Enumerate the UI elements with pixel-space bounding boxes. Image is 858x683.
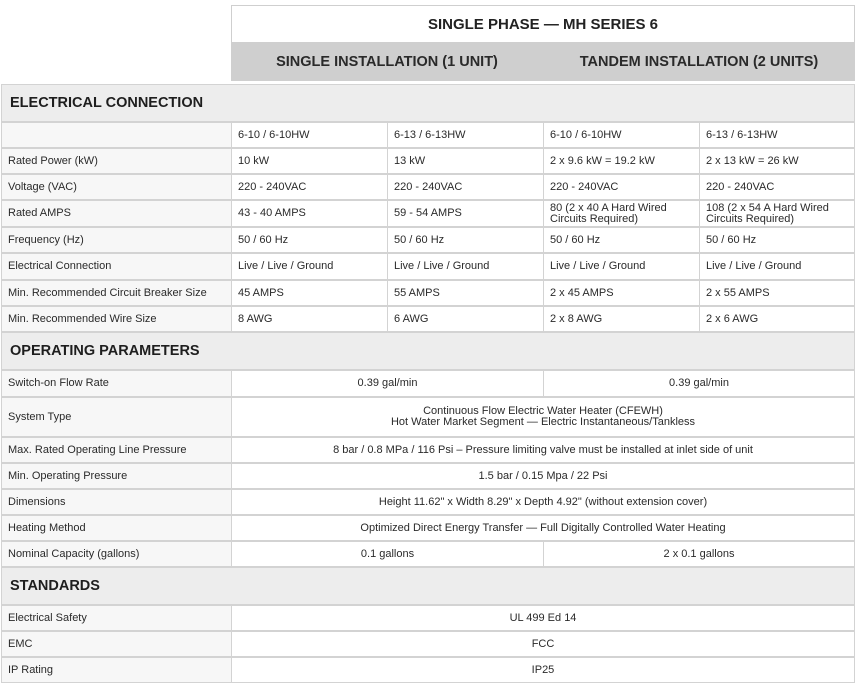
system-type-line-2: Hot Water Market Segment — Electric Instantaneous/Tankless — [390, 416, 696, 428]
table-cell: 220 - 240VAC — [699, 174, 855, 200]
system-type-line-1: Continuous Flow Electric Water Heater (CFEWH) — [423, 405, 663, 417]
row-label: Nominal Capacity (gallons) — [1, 541, 232, 567]
table-cell: 50 / 60 Hz — [699, 227, 855, 253]
row-label: IP Rating — [1, 657, 232, 683]
section-electrical-connection: ELECTRICAL CONNECTION — [1, 84, 855, 122]
table-cell: 59 - 54 AMPS — [387, 200, 544, 227]
row-label: Voltage (VAC) — [1, 174, 232, 200]
table-cell: 2 x 55 AMPS — [699, 280, 855, 306]
table-cell: Live / Live / Ground — [543, 253, 700, 280]
table-cell: 45 AMPS — [231, 280, 388, 306]
row-label: Rated AMPS — [1, 200, 232, 227]
table-cell: 80 (2 x 40 A Hard Wired Circuits Required) — [543, 200, 700, 227]
table-cell: IP25 — [231, 657, 855, 683]
table-cell: 2 x 13 kW = 26 kW — [699, 148, 855, 174]
table-cell: 1.5 bar / 0.15 Mpa / 22 Psi — [231, 463, 855, 489]
table-cell: 8 AWG — [231, 306, 388, 332]
table-cell: 50 / 60 Hz — [231, 227, 388, 253]
table-cell: 220 - 240VAC — [387, 174, 544, 200]
table-cell: 0.39 gal/min — [231, 370, 544, 397]
model-single-6-13: 6-13 / 6-13HW — [387, 122, 544, 148]
row-label: Heating Method — [1, 515, 232, 541]
table-cell: 0.39 gal/min — [543, 370, 855, 397]
table-cell: 50 / 60 Hz — [543, 227, 700, 253]
section-operating-parameters: OPERATING PARAMETERS — [1, 332, 855, 370]
row-label: Frequency (Hz) — [1, 227, 232, 253]
table-cell: 55 AMPS — [387, 280, 544, 306]
model-tandem-6-10: 6-10 / 6-10HW — [543, 122, 700, 148]
row-label: System Type — [1, 397, 232, 437]
table-cell: Live / Live / Ground — [699, 253, 855, 280]
model-tandem-6-13: 6-13 / 6-13HW — [699, 122, 855, 148]
table-cell: 2 x 6 AWG — [699, 306, 855, 332]
table-cell: 2 x 8 AWG — [543, 306, 700, 332]
row-label: Min. Recommended Circuit Breaker Size — [1, 280, 232, 306]
row-label: Min. Recommended Wire Size — [1, 306, 232, 332]
row-label: Switch-on Flow Rate — [1, 370, 232, 397]
table-cell: Optimized Direct Energy Transfer — Full Digitally Controlled Water Heating — [231, 515, 855, 541]
table-cell: 43 - 40 AMPS — [231, 200, 388, 227]
section-standards: STANDARDS — [1, 567, 855, 605]
table-cell: 108 (2 x 54 A Hard Wired Circuits Required) — [699, 200, 855, 227]
table-cell: 220 - 240VAC — [543, 174, 700, 200]
table-cell: 2 x 9.6 kW = 19.2 kW — [543, 148, 700, 174]
table-cell: 2 x 0.1 gallons — [543, 541, 855, 567]
table-cell: 50 / 60 Hz — [387, 227, 544, 253]
row-label: Rated Power (kW) — [1, 148, 232, 174]
table-cell: 220 - 240VAC — [231, 174, 388, 200]
single-installation-header: SINGLE INSTALLATION (1 UNIT) — [231, 43, 543, 81]
table-cell: 2 x 45 AMPS — [543, 280, 700, 306]
row-label: Electrical Connection — [1, 253, 232, 280]
row-label: EMC — [1, 631, 232, 657]
table-title: SINGLE PHASE — MH SERIES 6 — [231, 5, 855, 43]
table-cell: Live / Live / Ground — [387, 253, 544, 280]
table-cell: Live / Live / Ground — [231, 253, 388, 280]
model-single-6-10: 6-10 / 6-10HW — [231, 122, 388, 148]
table-cell: UL 499 Ed 14 — [231, 605, 855, 631]
model-row-label — [1, 122, 232, 148]
row-label: Electrical Safety — [1, 605, 232, 631]
table-cell: Height 11.62" x Width 8.29" x Depth 4.92" (without extension cover) — [231, 489, 855, 515]
table-cell: 13 kW — [387, 148, 544, 174]
system-type-cell — [231, 397, 855, 437]
table-cell: 8 bar / 0.8 MPa / 116 Psi – Pressure limiting valve must be installed at inlet side of unit — [231, 437, 855, 463]
tandem-installation-header: TANDEM INSTALLATION (2 UNITS) — [543, 43, 855, 81]
table-cell: FCC — [231, 631, 855, 657]
table-cell: 0.1 gallons — [231, 541, 544, 567]
row-label: Dimensions — [1, 489, 232, 515]
table-cell: 10 kW — [231, 148, 388, 174]
row-label: Min. Operating Pressure — [1, 463, 232, 489]
row-label: Max. Rated Operating Line Pressure — [1, 437, 232, 463]
table-cell: 6 AWG — [387, 306, 544, 332]
